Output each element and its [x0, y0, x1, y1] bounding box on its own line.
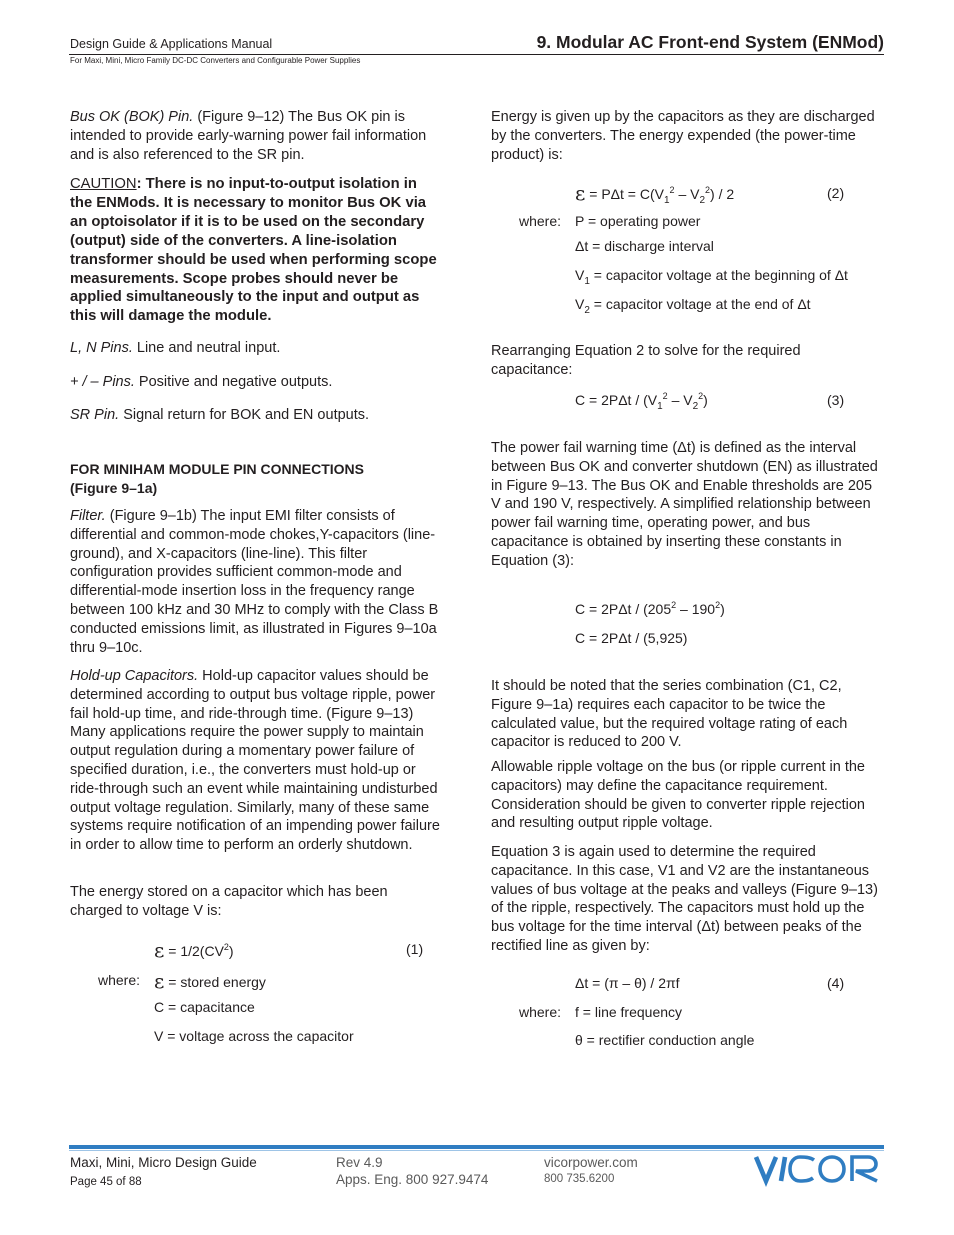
where-angle: θ = rectifier conduction angle — [575, 1032, 755, 1048]
holdup-text: Hold-up capacitor values should be determined according to output bus voltage ripple, power fail hold-up time, and ride-through time. (Figure 9–13) Many applications require the power supply to maintain output regulation during a momentary power failure of specified duration, i.e., the converters must hold-up or ride-through such an event while maintaining undisturbed output voltage regulation. Similarly, many of these same systems require notification of an impending power failure in order to allow time to perform an orderly shutdown. — [70, 668, 440, 854]
eq3-part-c: ) — [703, 392, 708, 408]
sr-text: Signal return for BOK and EN outputs. — [119, 407, 370, 423]
epsilon-symbol: ε — [154, 938, 165, 962]
section-heading — [70, 460, 442, 498]
filter-paragraph — [70, 507, 442, 657]
eq3-again-paragraph — [491, 843, 885, 956]
holdup-title: Hold-up Capacitors. — [70, 668, 199, 684]
energy-text: The energy stored on a capacitor which has been charged to voltage V is: — [70, 884, 388, 919]
section-heading-line1: FOR MINIHAM MODULE PIN CONNECTIONS — [70, 461, 364, 477]
where-v1 — [575, 267, 848, 287]
equation-3 — [575, 391, 708, 412]
eq3-sup1: 2 — [662, 391, 668, 401]
eq3-sub1: 1 — [657, 400, 663, 412]
ln-title: L, N Pins. — [70, 340, 133, 356]
energy-given-paragraph — [491, 108, 885, 164]
ln-text: Line and neutral input. — [132, 340, 281, 356]
equation-2 — [575, 181, 734, 205]
manual-subtitle: For Maxi, Mini, Micro Family DC-DC Converters and Configurable Power Supplies — [70, 56, 361, 65]
holdup-paragraph — [70, 667, 442, 855]
equation-3-number: (3) — [827, 392, 845, 408]
eq3-again-text: Equation 3 is again used to determine the required capacitance. In this case, V1 and V2 are the instantaneous values of bus voltage at the peaks and valleys (Figure 9–13) of the ripple, respectively. The capacitors must hold up the bus voltage for the time interval (Δt) between peaks of the rectified line as given by: — [491, 844, 878, 954]
series-note-text: It should be noted that the series combination (C1, C2, Figure 9–1a) requires each capacitor to be twice the calculated value, but the required voltage rating of each capacitor is reduced to 200 V. — [491, 678, 848, 751]
footer-apps: Apps. Eng. 800 927.9474 — [336, 1172, 489, 1187]
equation-2-number: (2) — [827, 185, 845, 201]
where-label-2: where: — [519, 213, 562, 229]
v1-text: = capacitor voltage at the beginning of Δt — [589, 267, 848, 283]
eq3-part-b: – V — [667, 392, 693, 408]
vicor-logo — [752, 1151, 886, 1187]
section-heading-line2: (Figure 9–1a) — [70, 480, 158, 496]
footer-page: Page 45 of 88 — [70, 1176, 142, 1188]
footer-web[interactable]: vicorpower.com — [544, 1155, 638, 1170]
eqa-sup1: 2 — [671, 600, 677, 610]
energy-paragraph — [70, 883, 442, 921]
eq2-part-b: – V — [674, 186, 700, 202]
rearranging-text: Rearranging Equation 2 to solve for the required capacitance: — [491, 343, 801, 378]
manual-title: Design Guide & Applications Manual — [70, 37, 273, 51]
ln-paragraph — [70, 339, 442, 358]
caution-text: : There is no input-to-output isolation in the ENMods. It is necessary to monitor Bus OK via an optoisolator if it is to be used on the secondary (output) side of the converters. A line-isolation transformer should be used when performing scope measurements. Scope probes should never be applied simultaneously to the input and output as this will damage the module. — [70, 176, 437, 325]
epsilon-symbol-2: ε — [154, 969, 165, 993]
equation-simplified: C = 2PΔt / (5,925) — [575, 630, 688, 646]
where-power: P = operating power — [575, 213, 701, 229]
eqa-part-b: – 190 — [676, 601, 716, 617]
v1-symbol: V — [575, 267, 585, 283]
v2-sub: 2 — [584, 304, 590, 316]
where-v2 — [575, 296, 811, 316]
eq3-sup2: 2 — [698, 391, 704, 401]
section-title: 9. Modular AC Front-end System (ENMod) — [536, 32, 884, 52]
header-rule — [69, 54, 884, 55]
bok-paragraph — [70, 108, 442, 164]
equation-4-number: (4) — [827, 975, 845, 991]
energy-given-text: Energy is given up by the capacitors as they are discharged by the converters. The energy expended (the power-time product) is: — [491, 109, 875, 163]
pm-paragraph — [70, 373, 442, 392]
footer-rev: Rev 4.9 — [336, 1155, 383, 1170]
eq3-part-a: C = 2PΔt / (V — [575, 392, 658, 408]
v2-text: = capacitor voltage at the end of Δt — [589, 296, 811, 312]
equation-constants — [575, 601, 725, 617]
where-label-3: where: — [519, 1004, 562, 1020]
power-fail-paragraph — [491, 439, 885, 571]
where-label-1: where: — [98, 972, 141, 988]
sr-paragraph — [70, 406, 442, 425]
where-discharge: Δt = discharge interval — [575, 238, 714, 254]
power-fail-text: The power fail warning time (Δt) is defined as the interval between Bus OK and converter shutdown (EN) as illustrated in Figure 9–13. The Bus OK and Enable thresholds are 205 V and 190 V, respectively. A simplified relationship between power fail warning time, operating power, and bus capacitance is obtained by inserting these constants in Equation (3): — [491, 440, 878, 569]
footer-bar — [69, 1145, 884, 1149]
eq1-sup: 2 — [223, 942, 229, 952]
filter-title: Filter. — [70, 508, 106, 524]
caution-label: CAUTION — [70, 176, 137, 192]
eq1-body-a: = 1/2(CV — [164, 943, 224, 959]
eq2-sub1: 1 — [663, 194, 670, 206]
equation-1 — [154, 938, 234, 962]
v1-sub: 1 — [584, 275, 590, 287]
pm-text: Positive and negative outputs. — [134, 374, 333, 390]
eq2-sub2: 2 — [699, 194, 706, 206]
equation-1-number: (1) — [406, 941, 424, 957]
v2-symbol: V — [575, 296, 585, 312]
where-capacitance: C = capacitance — [154, 999, 255, 1015]
eqa-part-c: ) — [720, 601, 725, 617]
pm-title: + / – Pins. — [70, 374, 135, 390]
series-note-paragraph — [491, 677, 885, 752]
bok-title: Bus OK (BOK) Pin. — [70, 109, 194, 125]
eq1-body-b: ) — [228, 943, 234, 959]
where-voltage: V = voltage across the capacitor — [154, 1028, 354, 1044]
where-energy — [154, 969, 266, 993]
eqa-sup2: 2 — [715, 600, 721, 610]
eqa-part-a: C = 2PΔt / (205 — [575, 601, 672, 617]
sr-title: SR Pin. — [70, 407, 120, 423]
caution-paragraph — [70, 175, 442, 326]
rearranging-paragraph — [491, 342, 885, 380]
ripple-note-text: Allowable ripple voltage on the bus (or ripple current in the capacitors) may define the capacitance requirement. Consideration should be given to converter ripple rejection and resulting output ripple voltage. — [491, 759, 865, 832]
equation-4: Δt = (π – θ) / 2πf — [575, 975, 680, 991]
filter-text: (Figure 9–1b) The input EMI filter consists of differential and common-mode chokes,Y-capacitors (line-ground), and X-capacitors (line-line). This filter configuration provides sufficient common-mode and differential-mode insertion loss in the frequency range between 100 kHz and 30 MHz to comply with the Class B conducted emissions limit, as illustrated in Figures 9–10a thru 9–10c. — [70, 508, 439, 656]
bok-text: (Figure 9–12) The Bus OK pin is intended to provide early-warning power fail information and is also referenced to the SR pin. — [70, 109, 427, 163]
footer-phone: 800 735.6200 — [544, 1173, 615, 1185]
eq2-sup2: 2 — [705, 185, 711, 195]
eq2-sup1: 2 — [669, 185, 675, 195]
epsilon-symbol-3: ε — [575, 181, 586, 205]
eq2-part-c: ) / 2 — [710, 186, 735, 202]
footer-guide: Maxi, Mini, Micro Design Guide — [70, 1155, 257, 1170]
eq3-sub2: 2 — [692, 400, 699, 412]
where-energy-text: = stored energy — [164, 974, 266, 990]
eq2-part-a: = PΔt = C(V — [585, 186, 664, 202]
ripple-note-paragraph — [491, 758, 885, 833]
where-frequency: f = line frequency — [575, 1004, 683, 1020]
